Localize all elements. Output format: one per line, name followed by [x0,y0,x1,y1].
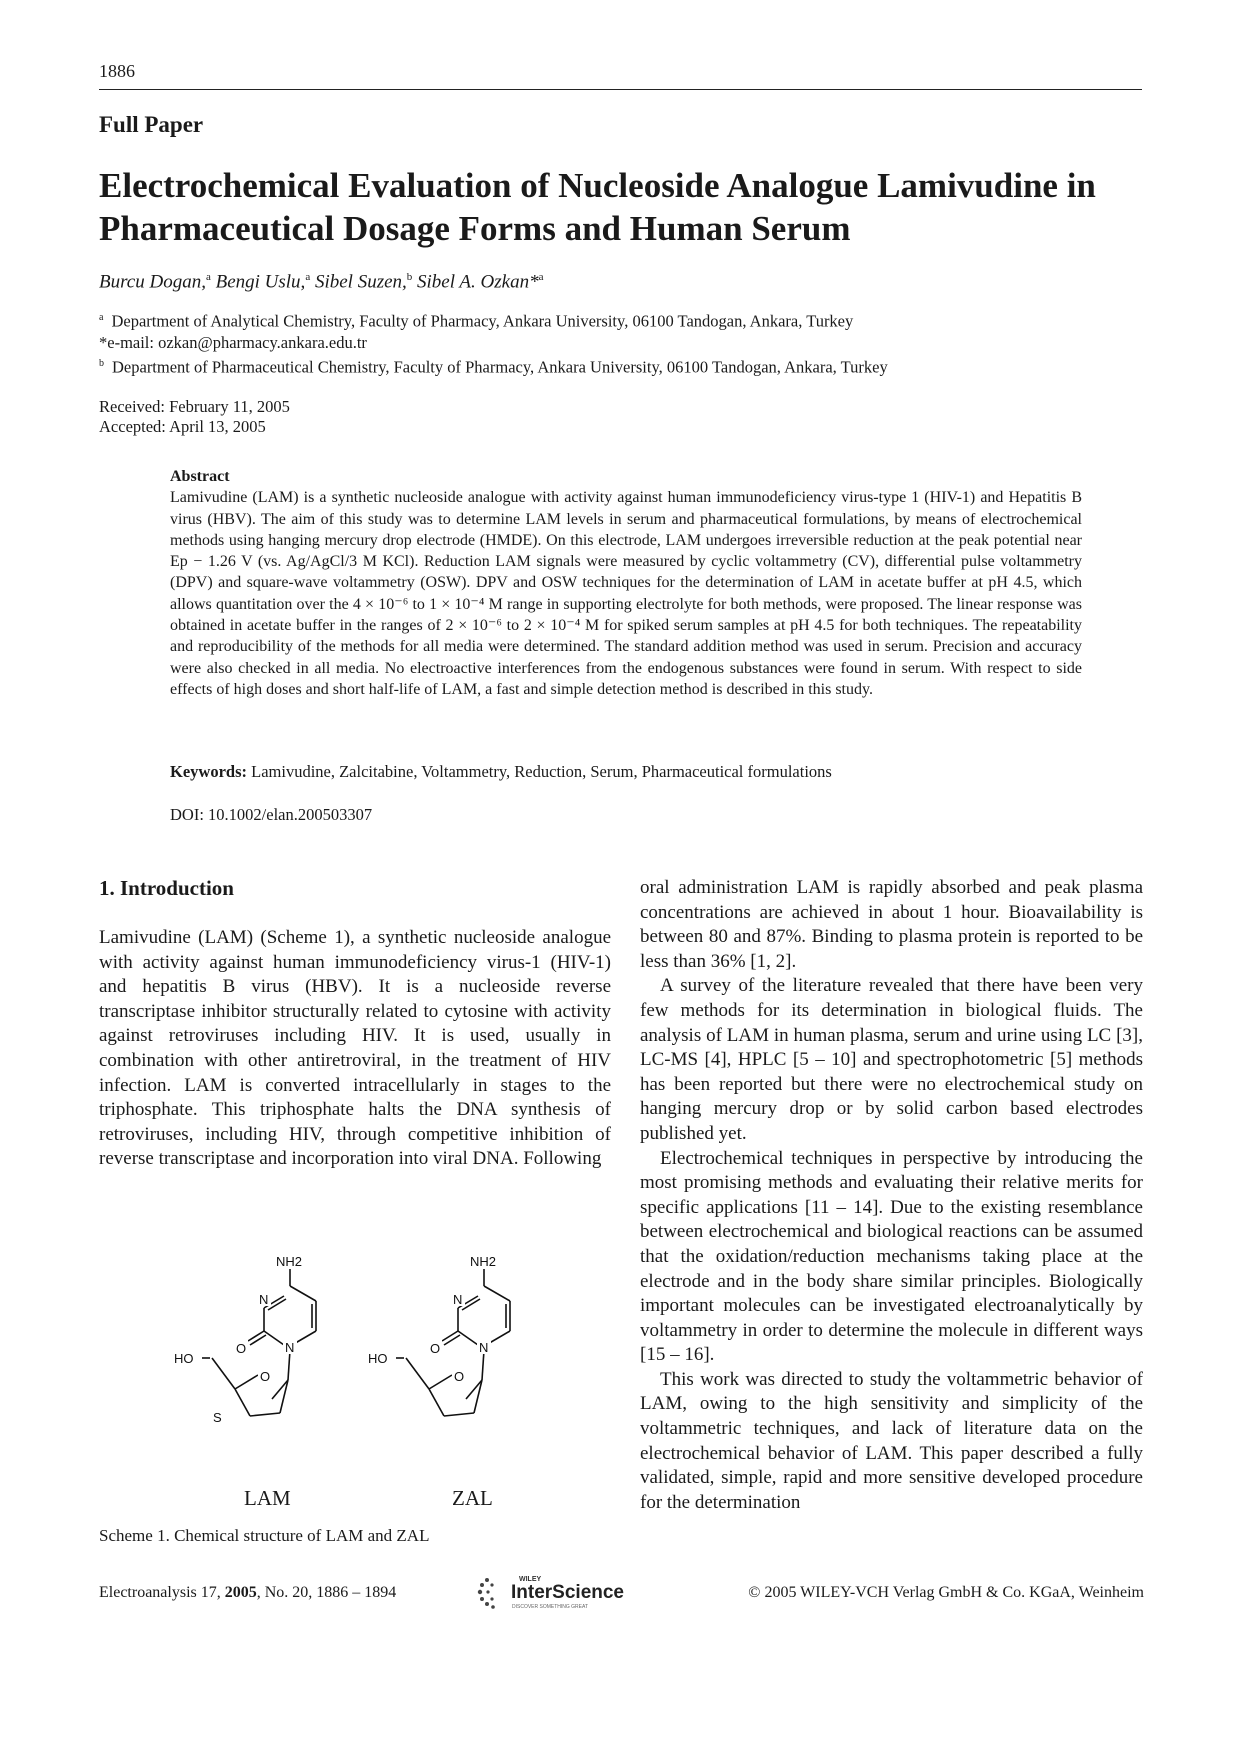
author-list [99,271,543,293]
atom-label: O [236,1341,247,1356]
atom-label: N [259,1292,269,1307]
abstract-text: Lamivudine (LAM) is a synthetic nucleoside analogue with activity against human immunodeficiency virus-type 1 (HIV-1) and Hepatitis B virus (HBV). The aim of this study was to determine LAM levels in serum and pharmaceutical formulations, by means of electrochemical methods using hanging mercury drop electrode (HMDE). On this electrode, LAM undergoes irreversible reduction at the peak potential near Ep − 1.26 V (vs. Ag/AgCl/3 M KCl). Reduction LAM signals were measured by cyclic voltammetry (CV), differential pulse voltammetry (DPV) and square-wave voltammetry (OSW). DPV and OSW techniques for the determination of LAM in acetate buffer at pH 4.5, which allows quantitation over the 4 × 10⁻⁶ to 1 × 10⁻⁴ M range in supporting electrolyte for both methods, were proposed. The linear response was obtained in acetate buffer in the ranges of 2 × 10⁻⁶ to 2 × 10⁻⁴ M for spiked serum samples at pH 4.5 for both techniques. The repeatability and reproducibility of the methods for all media were determined. The standard addition method was used in serum. Precision and accuracy were also checked in all media. No electroactive interferences from the endogenous substances were found in serum. With respect to side effects of high doses and short half-life of LAM, a fast and simple detection method is described in this study. [170,489,1082,698]
body-paragraph: Electrochemical techniques in perspective by introducing the most promising methods and evaluating their relative merits for specific applications [11 – 14]. Due to the existing resemblance between electrochemical and biological reactions can be assumed that the oxidation/reduction mechanisms taking place at the electrode and in the body share similar principles. Biologically important molecules can be investigated electroanalytically by voltammetry in order to determine the molecule in different ways [15 – 16]. [640,1147,1143,1366]
page-number: 1886 [99,61,135,81]
svg-text:WILEY: WILEY [519,1576,542,1583]
affiliation-b: $^b$ Department of Pharmaceutical Chemistry, Faculty of Pharmacy, Ankara University, 06100 Tandogan, Ankara, Turkey [99,357,888,376]
atom-label: N [285,1340,295,1355]
footer-citation: Electroanalysis 17, 2005, No. 20, 1886 – 1894 [99,1584,397,1601]
lam-structure [194,1267,316,1416]
doi[interactable]: DOI: 10.1002/elan.200503307 [170,805,373,824]
atom-label: HO [174,1351,194,1366]
zal-label: ZAL [452,1486,493,1510]
atom-label: HO [368,1351,388,1366]
atom-label: O [454,1369,465,1384]
right-column [640,876,1143,1515]
affiliation-a: $^a$ Department of Analytical Chemistry, Faculty of Pharmacy, Ankara University, 06100 Tandogan, Ankara, Turkey [99,311,854,331]
header-rule [99,89,1142,90]
zal-structure [388,1267,510,1416]
lam-label: LAM [244,1486,291,1510]
received-date: Received: February 11, 2005 [99,397,290,416]
svg-text:InterScience: InterScience [511,1582,624,1603]
abstract [170,466,1082,700]
body-paragraph: oral administration LAM is rapidly absorbed and peak plasma concentrations are achieved in about 1 hour. Bioavailability is between 80 and 87%. Binding to plasma protein is reported to be less than 36% [1, 2]. [640,877,1143,972]
author-affil-mark: a [538,271,544,283]
footer-copyright: © 2005 WILEY-VCH Verlag GmbH & Co. KGaA, Weinheim [748,1584,1144,1601]
abstract-heading: Abstract [170,468,230,485]
author-affil-mark: a [305,271,311,283]
scheme-caption: Scheme 1. Chemical structure of LAM and ZAL [99,1526,430,1545]
atom-label: S [213,1410,222,1425]
atom-label: NH2 [276,1254,303,1269]
author-name: Bengi Uslu, [215,271,306,293]
keywords-text: Lamivudine, Zalcitabine, Voltammetry, Reduction, Serum, Pharmaceutical formulations [251,762,832,781]
body-paragraph: A survey of the literature revealed that there have been very few methods for its determination in biological fluids. The analysis of LAM in human plasma, serum and urine using LC [3], LC-MS [4], HPLC [5 – 10] and spectrophotometric [5] methods has been reported but there were no electrochemical study on hanging mercury drop or by solid carbon based electrodes published yet. [640,975,1143,1144]
atom-label: N [453,1292,463,1307]
paper-title: Electrochemical Evaluation of Nucleoside Analogue Lamivudine in Pharmaceutical Dosage Forms and Human Serum [99,166,1096,248]
affiliations [99,307,1149,377]
svg-text:DISCOVER SOMETHING GREAT: DISCOVER SOMETHING GREAT [512,1604,589,1610]
body-paragraph: This work was directed to study the voltammetric behavior of LAM, owing to the high sensitivity and simplicity of the voltammetric techniques, and lack of literature data on the electrochemical behavior of LAM. This paper described a fully validated, simple, rapid and more sensitive developed procedure for the determination [640,1368,1143,1513]
keywords-label: Keywords: [170,762,247,781]
author-affil-mark: a [205,271,211,283]
atom-label: NH2 [470,1254,497,1269]
wiley-interscience-logo [475,1570,640,1615]
intro-paragraph: Lamivudine (LAM) (Scheme 1), a synthetic nucleoside analogue with activity against human immunodeficiency virus-1 (HIV-1) and hepatitis B virus (HBV). It is a nucleoside reverse transcriptase inhibitor structurally related to cytosine with activity against retroviruses including HIV. It is used, usually in combination with other antiretroviral, in the treatment of HIV infection. LAM is converted intracellularly in stages to the triphosphate. This triphosphate halts the DNA synthesis of retroviruses, including HIV, through competitive inhibition of reverse transcriptase and incorporation into viral DNA. Following [99,927,611,1170]
keywords [170,762,832,782]
author-affil-mark: b [406,271,413,283]
atom-label: N [479,1340,489,1355]
intro-heading: 1. Introduction [99,876,234,900]
atom-label: O [430,1341,441,1356]
left-column [99,926,611,1172]
corresponding-email[interactable]: *e-mail: ozkan@pharmacy.ankara.edu.tr [99,332,367,352]
author-name: Burcu Dogan, [99,271,206,293]
accepted-date: Accepted: April 13, 2005 [99,417,266,436]
author-name: Sibel A. Ozkan* [417,271,539,293]
section-label: Full Paper [99,112,204,137]
scheme-1-structures [174,1238,560,1518]
dates-block [99,397,290,437]
atom-label: O [260,1369,271,1384]
author-name: Sibel Suzen, [314,271,407,293]
